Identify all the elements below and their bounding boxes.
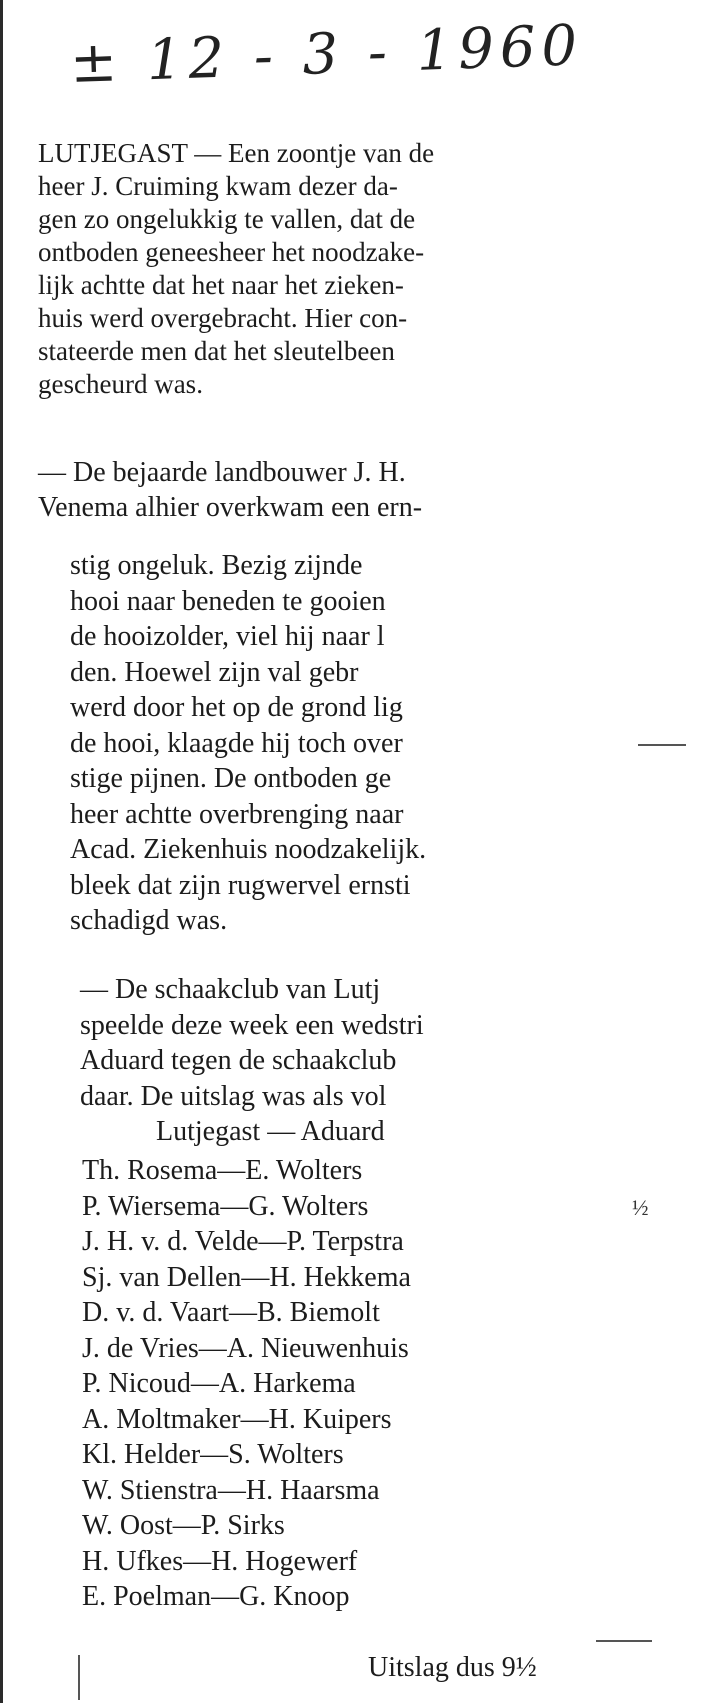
result-row: W. Stienstra—H. Haarsma	[82, 1474, 380, 1506]
results-header: Lutjegast — Aduard	[156, 1116, 385, 1147]
result-row: P. Nicoud—A. Harkema	[82, 1368, 356, 1399]
text-line: stige pijnen. De ontboden ge	[70, 763, 392, 794]
text-line: den. Hoewel zijn val gebr	[70, 656, 359, 688]
result-row: J. H. v. d. Velde—P. Terpstra	[82, 1226, 404, 1257]
text-line: Aduard tegen de schaakclub	[80, 1045, 397, 1076]
text-line: heer J. Cruiming kwam dezer da-	[38, 171, 398, 201]
result-row: E. Poelman—G. Knoop	[82, 1581, 350, 1612]
article-venema-intro	[38, 455, 422, 525]
text-line: LUTJEGAST — Een zoontje van de	[38, 138, 435, 168]
text-line: gen zo ongelukkig te vallen, dat de	[38, 204, 416, 234]
result-row: W. Oost—P. Sirks	[82, 1510, 285, 1541]
result-row: Sj. van Dellen—H. Hekkema	[82, 1261, 411, 1293]
score-fragment: ½	[632, 1195, 649, 1220]
result-row: D. v. d. Vaart—B. Biemolt	[82, 1297, 380, 1328]
cut-edge	[78, 1655, 80, 1700]
text-line: stig ongeluk. Bezig zijnde	[70, 550, 363, 581]
result-row: J. de Vries—A. Nieuwenhuis	[82, 1332, 409, 1364]
text-line: daar. De uitslag was als vol	[80, 1080, 387, 1112]
text-line: gescheurd was.	[38, 369, 203, 399]
text-line: bleek dat zijn rugwervel ernsti	[70, 869, 411, 901]
sum-rule	[596, 1640, 652, 1642]
text-line: schadigd was.	[70, 905, 228, 936]
text-line: lijk achtte dat het naar het zieken-	[38, 270, 404, 300]
article-chess-match	[80, 972, 640, 1114]
article-cruiming-accident	[38, 137, 434, 401]
chess-results-list	[82, 1153, 411, 1615]
text-line: hooi naar beneden te gooien	[70, 585, 386, 617]
text-line: Venema alhier overkwam een ern-	[38, 492, 423, 523]
result-row: H. Ufkes—H. Hogewerf	[82, 1545, 358, 1577]
text-line: de hooizolder, viel hij naar l	[70, 621, 385, 652]
text-line: stateerde men dat het sleutelbeen	[38, 336, 395, 366]
result-row: A. Moltmaker—H. Kuipers	[82, 1403, 392, 1435]
text-line: — De schaakclub van Lutj	[80, 974, 381, 1005]
text-line: de hooi, klaagde hij toch over	[70, 727, 403, 759]
text-line: Acad. Ziekenhuis noodzakelijk.	[70, 834, 427, 865]
handwritten-date: ± 12 - 3 - 1960	[69, 13, 585, 96]
scan-border	[0, 0, 3, 1703]
text-line: huis werd overgebracht. Hier con-	[38, 303, 408, 333]
text-line: heer achtte overbrenging naar	[70, 798, 404, 830]
article-venema-accident	[70, 548, 640, 939]
result-row: Kl. Helder—S. Wolters	[82, 1439, 344, 1470]
text-line: ontboden geneesheer het noodzake-	[38, 237, 425, 267]
total-score: Uitslag dus 9½	[368, 1652, 537, 1683]
result-row: Th. Rosema—E. Wolters	[82, 1155, 363, 1186]
text-line: — De bejaarde landbouwer J. H.	[38, 457, 406, 488]
cut-mark	[638, 744, 686, 746]
text-line: speelde deze week een wedstri	[80, 1009, 424, 1041]
result-row: P. Wiersema—G. Wolters	[82, 1190, 369, 1222]
text-line: werd door het op de grond lig	[70, 692, 403, 723]
